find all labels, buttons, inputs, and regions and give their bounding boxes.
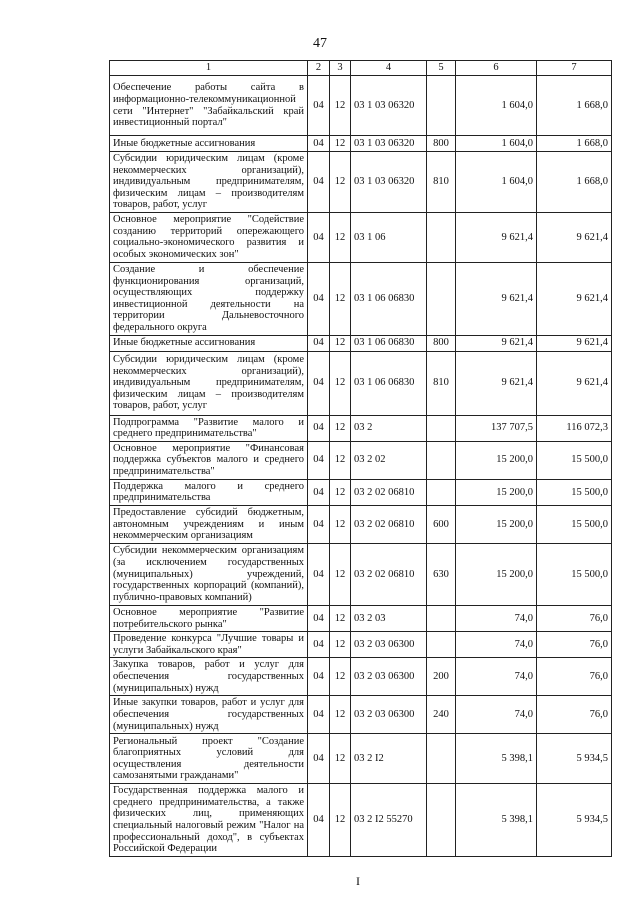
cell-expense-type [427, 605, 456, 631]
cell-subsection: 12 [330, 505, 351, 543]
footer-mark: I [356, 874, 360, 888]
column-header: 4 [351, 61, 427, 76]
cell-name: Субсидии юридическим лицам (кроме некоммерческих организаций), индивидуальным предпринимателям, физическим лицам – производителям товаров, работ, услуг [110, 351, 308, 415]
cell-subsection: 12 [330, 335, 351, 351]
cell-name: Иные закупки товаров, работ и услуг для обеспечения государственных (муниципальных) нужд [110, 696, 308, 734]
cell-amount-year2: 1 668,0 [537, 136, 612, 152]
table-row [110, 76, 612, 136]
cell-name: Закупка товаров, работ и услуг для обеспечения государственных (муниципальных) нужд [110, 658, 308, 696]
cell-section: 04 [308, 784, 330, 857]
cell-expense-type [427, 441, 456, 479]
column-header: 3 [330, 61, 351, 76]
cell-amount-year2: 116 072,3 [537, 415, 612, 441]
cell-subsection: 12 [330, 696, 351, 734]
cell-target-code: 03 1 03 06320 [351, 136, 427, 152]
cell-expense-type: 240 [427, 696, 456, 734]
cell-subsection: 12 [330, 152, 351, 213]
cell-amount-year1: 1 604,0 [456, 152, 537, 213]
cell-target-code: 03 2 03 [351, 605, 427, 631]
cell-name: Субсидии юридическим лицам (кроме некоммерческих организаций), индивидуальным предпринимателям, физическим лицам – производителям товаров, работ, услуг [110, 152, 308, 213]
cell-amount-year1: 1 604,0 [456, 76, 537, 136]
cell-amount-year2: 9 621,4 [537, 262, 612, 335]
cell-expense-type: 810 [427, 351, 456, 415]
cell-target-code: 03 2 03 06300 [351, 632, 427, 658]
table-row [110, 262, 612, 335]
cell-section: 04 [308, 605, 330, 631]
cell-subsection: 12 [330, 632, 351, 658]
cell-amount-year2: 9 621,4 [537, 212, 612, 262]
table-row [110, 136, 612, 152]
cell-amount-year2: 1 668,0 [537, 76, 612, 136]
cell-expense-type: 800 [427, 136, 456, 152]
cell-amount-year1: 15 200,0 [456, 441, 537, 479]
cell-section: 04 [308, 658, 330, 696]
cell-target-code: 03 1 03 06320 [351, 152, 427, 213]
cell-amount-year1: 5 398,1 [456, 734, 537, 784]
cell-target-code: 03 2 02 06810 [351, 505, 427, 543]
cell-name: Основное мероприятие "Развитие потребительского рынка" [110, 605, 308, 631]
cell-target-code: 03 1 06 06830 [351, 351, 427, 415]
cell-target-code: 03 2 02 [351, 441, 427, 479]
cell-target-code: 03 2 03 06300 [351, 658, 427, 696]
table-row [110, 658, 612, 696]
cell-section: 04 [308, 734, 330, 784]
cell-section: 04 [308, 335, 330, 351]
cell-amount-year2: 15 500,0 [537, 441, 612, 479]
cell-target-code: 03 2 I2 55270 [351, 784, 427, 857]
cell-amount-year1: 74,0 [456, 696, 537, 734]
cell-amount-year1: 74,0 [456, 632, 537, 658]
cell-target-code: 03 1 03 06320 [351, 76, 427, 136]
cell-name: Проведение конкурса "Лучшие товары и услуги Забайкальского края" [110, 632, 308, 658]
cell-expense-type [427, 415, 456, 441]
table-row [110, 734, 612, 784]
table-header-row [110, 61, 612, 76]
cell-amount-year2: 15 500,0 [537, 479, 612, 505]
cell-section: 04 [308, 262, 330, 335]
cell-target-code: 03 1 06 06830 [351, 262, 427, 335]
cell-amount-year2: 76,0 [537, 632, 612, 658]
cell-section: 04 [308, 696, 330, 734]
cell-section: 04 [308, 76, 330, 136]
cell-section: 04 [308, 632, 330, 658]
cell-amount-year1: 15 200,0 [456, 505, 537, 543]
cell-amount-year2: 9 621,4 [537, 335, 612, 351]
cell-name: Региональный проект "Создание благоприятных условий для осуществления деятельности самозанятыми гражданами" [110, 734, 308, 784]
cell-amount-year2: 1 668,0 [537, 152, 612, 213]
cell-expense-type: 800 [427, 335, 456, 351]
table-row [110, 784, 612, 857]
cell-name: Субсидии некоммерческим организациям (за исключением государственных (муниципальных) учреждений, государственных корпораций (компаний), публично-правовых компаний) [110, 543, 308, 605]
cell-target-code: 03 1 06 06830 [351, 335, 427, 351]
cell-name: Иные бюджетные ассигнования [110, 335, 308, 351]
cell-expense-type [427, 262, 456, 335]
cell-amount-year2: 15 500,0 [537, 505, 612, 543]
cell-amount-year2: 76,0 [537, 605, 612, 631]
cell-subsection: 12 [330, 605, 351, 631]
column-header: 7 [537, 61, 612, 76]
cell-expense-type: 810 [427, 152, 456, 213]
cell-section: 04 [308, 415, 330, 441]
page-number: 47 [313, 36, 327, 51]
table-row [110, 152, 612, 213]
cell-expense-type [427, 479, 456, 505]
cell-target-code: 03 1 06 [351, 212, 427, 262]
cell-section: 04 [308, 505, 330, 543]
cell-subsection: 12 [330, 479, 351, 505]
cell-section: 04 [308, 136, 330, 152]
cell-target-code: 03 2 I2 [351, 734, 427, 784]
cell-expense-type [427, 632, 456, 658]
cell-section: 04 [308, 152, 330, 213]
column-header: 5 [427, 61, 456, 76]
cell-expense-type [427, 76, 456, 136]
table-row [110, 505, 612, 543]
cell-expense-type: 630 [427, 543, 456, 605]
cell-amount-year1: 15 200,0 [456, 479, 537, 505]
cell-expense-type [427, 784, 456, 857]
cell-subsection: 12 [330, 212, 351, 262]
column-header: 2 [308, 61, 330, 76]
cell-subsection: 12 [330, 734, 351, 784]
cell-amount-year1: 137 707,5 [456, 415, 537, 441]
cell-name: Поддержка малого и среднего предпринимательства [110, 479, 308, 505]
cell-amount-year1: 5 398,1 [456, 784, 537, 857]
table-body [110, 76, 612, 857]
cell-amount-year2: 5 934,5 [537, 784, 612, 857]
cell-subsection: 12 [330, 136, 351, 152]
table-row [110, 415, 612, 441]
cell-expense-type [427, 212, 456, 262]
cell-amount-year1: 9 621,4 [456, 262, 537, 335]
table-row [110, 632, 612, 658]
cell-expense-type [427, 734, 456, 784]
cell-target-code: 03 2 03 06300 [351, 696, 427, 734]
table-row [110, 605, 612, 631]
cell-amount-year1: 15 200,0 [456, 543, 537, 605]
table-row [110, 479, 612, 505]
cell-amount-year2: 15 500,0 [537, 543, 612, 605]
cell-expense-type: 200 [427, 658, 456, 696]
cell-amount-year1: 9 621,4 [456, 351, 537, 415]
cell-subsection: 12 [330, 784, 351, 857]
cell-amount-year1: 9 621,4 [456, 335, 537, 351]
cell-amount-year2: 76,0 [537, 696, 612, 734]
cell-target-code: 03 2 02 06810 [351, 479, 427, 505]
cell-name: Обеспечение работы сайта в информационно-телекоммуникационной сети "Интернет" "Забайкальский край инвестиционный портал" [110, 76, 308, 136]
cell-section: 04 [308, 212, 330, 262]
cell-subsection: 12 [330, 658, 351, 696]
cell-section: 04 [308, 351, 330, 415]
cell-amount-year2: 5 934,5 [537, 734, 612, 784]
cell-section: 04 [308, 543, 330, 605]
cell-amount-year1: 74,0 [456, 605, 537, 631]
cell-subsection: 12 [330, 262, 351, 335]
cell-name: Предоставление субсидий бюджетным, автономным учреждениям и иным некоммерческим организациям [110, 505, 308, 543]
cell-amount-year1: 9 621,4 [456, 212, 537, 262]
table-row [110, 696, 612, 734]
cell-subsection: 12 [330, 415, 351, 441]
cell-target-code: 03 2 [351, 415, 427, 441]
cell-name: Подпрограмма "Развитие малого и среднего предпринимательства" [110, 415, 308, 441]
cell-section: 04 [308, 441, 330, 479]
cell-name: Иные бюджетные ассигнования [110, 136, 308, 152]
cell-amount-year2: 76,0 [537, 658, 612, 696]
cell-amount-year1: 1 604,0 [456, 136, 537, 152]
column-header: 6 [456, 61, 537, 76]
table-row [110, 543, 612, 605]
cell-name: Основное мероприятие "Содействие созданию территорий опережающего социально-экономического развития и особых экономических зон" [110, 212, 308, 262]
cell-subsection: 12 [330, 543, 351, 605]
cell-subsection: 12 [330, 351, 351, 415]
cell-amount-year2: 9 621,4 [537, 351, 612, 415]
table-row [110, 212, 612, 262]
cell-name: Государственная поддержка малого и среднего предпринимательства, а также физических лиц, применяющих специальный налоговый режим "Налог на профессиональный доход", в субъектах Российской Федерации [110, 784, 308, 857]
budget-table [109, 60, 612, 857]
cell-name: Создание и обеспечение функционирования организаций, осуществляющих поддержку инвестиционной деятельности на территории Дальневосточного федерального округа [110, 262, 308, 335]
table-row [110, 335, 612, 351]
cell-target-code: 03 2 02 06810 [351, 543, 427, 605]
cell-section: 04 [308, 479, 330, 505]
cell-subsection: 12 [330, 441, 351, 479]
cell-subsection: 12 [330, 76, 351, 136]
column-header: 1 [110, 61, 308, 76]
table-row [110, 441, 612, 479]
cell-name: Основное мероприятие "Финансовая поддержка субъектов малого и среднего предпринимательства" [110, 441, 308, 479]
cell-amount-year1: 74,0 [456, 658, 537, 696]
cell-expense-type: 600 [427, 505, 456, 543]
table-row [110, 351, 612, 415]
